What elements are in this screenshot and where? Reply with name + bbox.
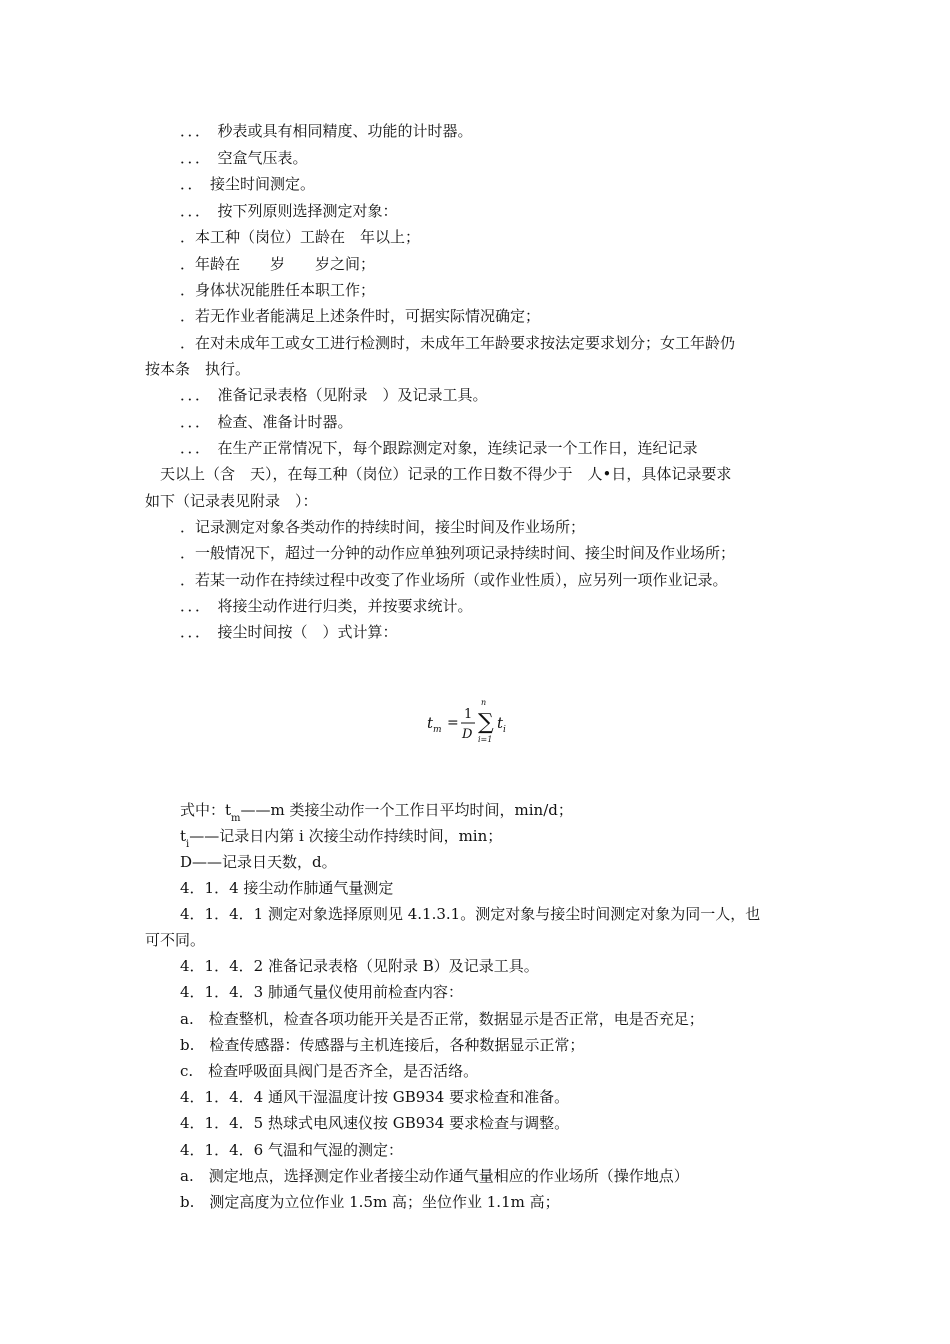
text-line: ．本工种（岗位）工龄在 年以上； bbox=[180, 228, 421, 246]
text-line: ．．． 检查、准备计时器。 bbox=[180, 413, 353, 431]
formula-lhs-sub: m bbox=[433, 725, 442, 735]
legend-tm-sub: m bbox=[231, 813, 241, 824]
legend-ti-desc: ——记录日内第 i 次接尘动作持续时间，min； bbox=[189, 827, 503, 845]
formula-numerator: 1 bbox=[464, 707, 473, 722]
text-line: ．年龄在 岁 岁之间； bbox=[180, 255, 376, 273]
text-line: 4．1．4．3 肺通气量仪使用前检查内容： bbox=[180, 983, 463, 1001]
sum-symbol-icon: ∑ bbox=[478, 710, 494, 735]
text-line: 天以上（含 天），在每工种（岗位）记录的工作日数不得少于 人•日，具体记录要求 bbox=[145, 465, 732, 483]
section-heading: 4．1．4 接尘动作肺通气量测定 bbox=[180, 879, 394, 897]
formula-sum-upper: n bbox=[481, 698, 487, 707]
text-line: 如下（记录表见附录 ）： bbox=[145, 492, 318, 510]
formula-legend-ti bbox=[180, 823, 845, 852]
formula-term: t bbox=[497, 714, 504, 732]
legend-prefix: 式中： bbox=[180, 801, 226, 819]
legend-tm-var: t bbox=[225, 801, 232, 819]
text-line: ．． 接尘时间测定。 bbox=[180, 175, 316, 193]
list-item: b. 测定高度为立位作业 1.5m 高；坐位作业 1.1m 高； bbox=[180, 1193, 560, 1211]
text-line: ．若无作业者能满足上述条件时，可据实际情况确定； bbox=[180, 307, 541, 325]
text-line: ．．． 秒表或具有相同精度、功能的计时器。 bbox=[180, 122, 473, 140]
formula-sum-lower: i=1 bbox=[478, 735, 493, 744]
text-line: ．一般情况下，超过一分钟的动作应单独列项记录持续时间、接尘时间及作业场所； bbox=[180, 544, 736, 562]
legend-ti-sub: i bbox=[186, 839, 190, 850]
text-line: ．在对未成年工或女工进行检测时，未成年工年龄要求按法定要求划分；女工年龄仍 bbox=[180, 334, 736, 352]
formula-term-sub: i bbox=[503, 725, 506, 735]
text-line: ．记录测定对象各类动作的持续时间，接尘时间及作业场所； bbox=[180, 518, 586, 536]
legend-ti-var: t bbox=[180, 827, 187, 845]
list-item: b. 检查传感器：传感器与主机连接后，各种数据显示正常； bbox=[180, 1036, 585, 1054]
text-line: ．．． 接尘时间按（ ）式计算： bbox=[180, 623, 398, 641]
text-line: ．．． 准备记录表格（见附录 ）及记录工具。 bbox=[180, 386, 488, 404]
average-time-formula bbox=[425, 696, 517, 746]
text-line: 可不同。 bbox=[145, 931, 206, 949]
text-line: ．．． 按下列原则选择测定对象： bbox=[180, 202, 398, 220]
legend-tm-desc: ——m 类接尘动作一个工作日平均时间，min/d； bbox=[240, 801, 573, 819]
list-item: a. 测定地点，选择测定作业者接尘动作通气量相应的作业场所（操作地点） bbox=[180, 1167, 689, 1185]
text-line: ．若某一动作在持续过程中改变了作业场所（或作业性质），应另列一项作业记录。 bbox=[180, 571, 728, 589]
list-item: c. 检查呼吸面具阀门是否齐全，是否活络。 bbox=[180, 1062, 479, 1080]
formula-legend-tm bbox=[180, 797, 845, 826]
text-line: 4．1．4．5 热球式电风速仪按 GB934 要求检查与调整。 bbox=[180, 1114, 570, 1132]
text-line: ．．． 在生产正常情况下，每个跟踪测定对象，连续记录一个工作日，连纪记录 bbox=[180, 439, 698, 457]
text-line: ．．． 将接尘动作进行归类，并按要求统计。 bbox=[180, 597, 473, 615]
text-line: 4．1．4．2 准备记录表格（见附录 B）及记录工具。 bbox=[180, 957, 539, 975]
formula-equals: = bbox=[447, 715, 459, 731]
text-line: ．．． 空盒气压表。 bbox=[180, 149, 308, 167]
formula-denominator: D bbox=[462, 727, 473, 742]
text-line: 4．1．4．4 通风干湿温度计按 GB934 要求检查和准备。 bbox=[180, 1088, 570, 1106]
text-line: 按本条 执行。 bbox=[145, 360, 251, 378]
list-item: a. 检查整机，检查各项功能开关是否正常，数据显示是否正常，电是否充足； bbox=[180, 1010, 704, 1028]
formula-legend-d: D——记录日天数，d。 bbox=[180, 853, 337, 871]
text-line: ．身体状况能胜任本职工作； bbox=[180, 281, 376, 299]
formula-lhs: t bbox=[427, 714, 434, 732]
text-line: 4．1．4．6 气温和气湿的测定： bbox=[180, 1141, 403, 1159]
text-line: 4．1．4．1 测定对象选择原则见 4.1.3.1。测定对象与接尘时间测定对象为同一人，也 bbox=[180, 905, 761, 923]
